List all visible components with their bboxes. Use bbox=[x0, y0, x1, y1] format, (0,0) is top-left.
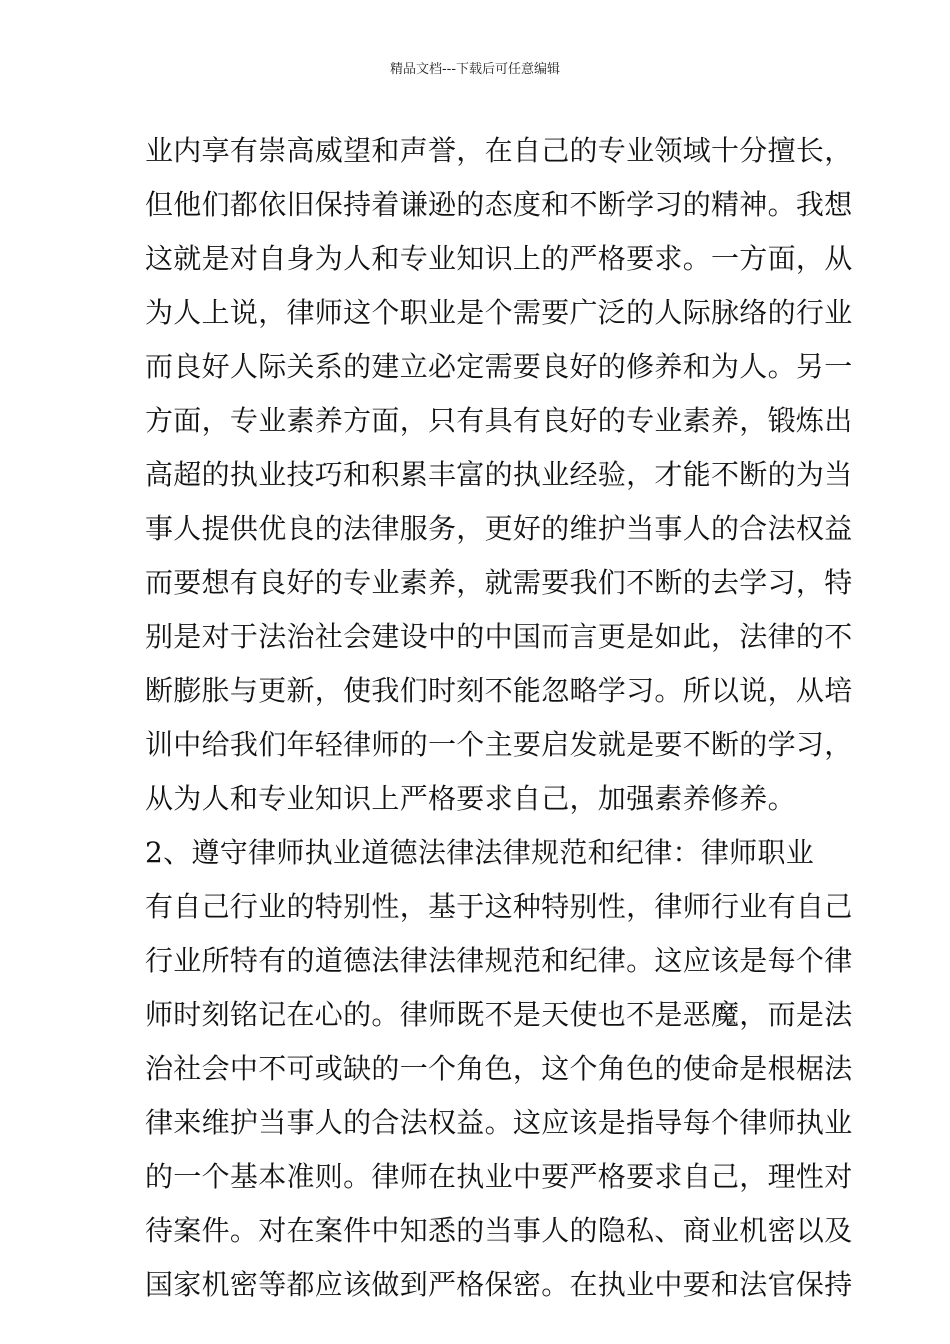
text-line: 这就是对自身为人和专业知识上的严格要求。一方面，从 bbox=[145, 242, 853, 275]
text-line: 为人上说，律师这个职业是个需要广泛的人际脉络的行业 bbox=[145, 296, 853, 329]
text-line: 2、遵守律师执业道德法律法律规范和纪律：律师职业 bbox=[145, 836, 815, 869]
text-line: 方面，专业素养方面，只有具有良好的专业素养，锻炼出 bbox=[145, 404, 853, 437]
text-line: 的一个基本准则。律师在执业中要严格要求自己，理性对 bbox=[145, 1160, 853, 1193]
body-text bbox=[145, 124, 853, 1312]
text-line: 行业所特有的道德法律法律规范和纪律。这应该是每个律 bbox=[145, 944, 853, 977]
text-line: 治社会中不可或缺的一个角色，这个角色的使命是根椐法 bbox=[145, 1052, 853, 1085]
text-line: 律来维护当事人的合法权益。这应该是指导每个律师执业 bbox=[145, 1106, 853, 1139]
text-line: 但他们都依旧保持着谦逊的态度和不断学习的精神。我想 bbox=[145, 188, 853, 221]
text-line: 而良好人际关系的建立必定需要良好的修养和为人。另一 bbox=[145, 350, 853, 383]
text-line: 断膨胀与更新，使我们时刻不能忽略学习。所以说，从培 bbox=[145, 674, 853, 707]
text-line: 训中给我们年轻律师的一个主要启发就是要不断的学习， bbox=[145, 728, 853, 761]
text-line: 有自己行业的特别性，基于这种特别性，律师行业有自己 bbox=[145, 890, 853, 923]
text-line: 待案件。对在案件中知悉的当事人的隐私、商业机密以及 bbox=[145, 1214, 853, 1247]
text-line: 国家机密等都应该做到严格保密。在执业中要和法官保持 bbox=[145, 1268, 853, 1301]
page-header: 精品文档---下载后可任意编辑 bbox=[389, 62, 561, 77]
text-line: 师时刻铭记在心的。律师既不是天使也不是恶魔，而是法 bbox=[145, 998, 853, 1031]
text-line: 别是对于法治社会建设中的中国而言更是如此，法律的不 bbox=[145, 620, 853, 653]
text-line: 业内享有崇高威望和声誉，在自己的专业领域十分擅长， bbox=[145, 134, 853, 167]
text-line: 而要想有良好的专业素养，就需要我们不断的去学习，特 bbox=[145, 566, 853, 599]
text-line: 高超的执业技巧和积累丰富的执业经验，才能不断的为当 bbox=[145, 458, 853, 491]
text-line: 从为人和专业知识上严格要求自己，加强素养修养。 bbox=[145, 782, 796, 815]
text-line: 事人提供优良的法律服务，更好的维护当事人的合法权益 bbox=[145, 512, 853, 545]
